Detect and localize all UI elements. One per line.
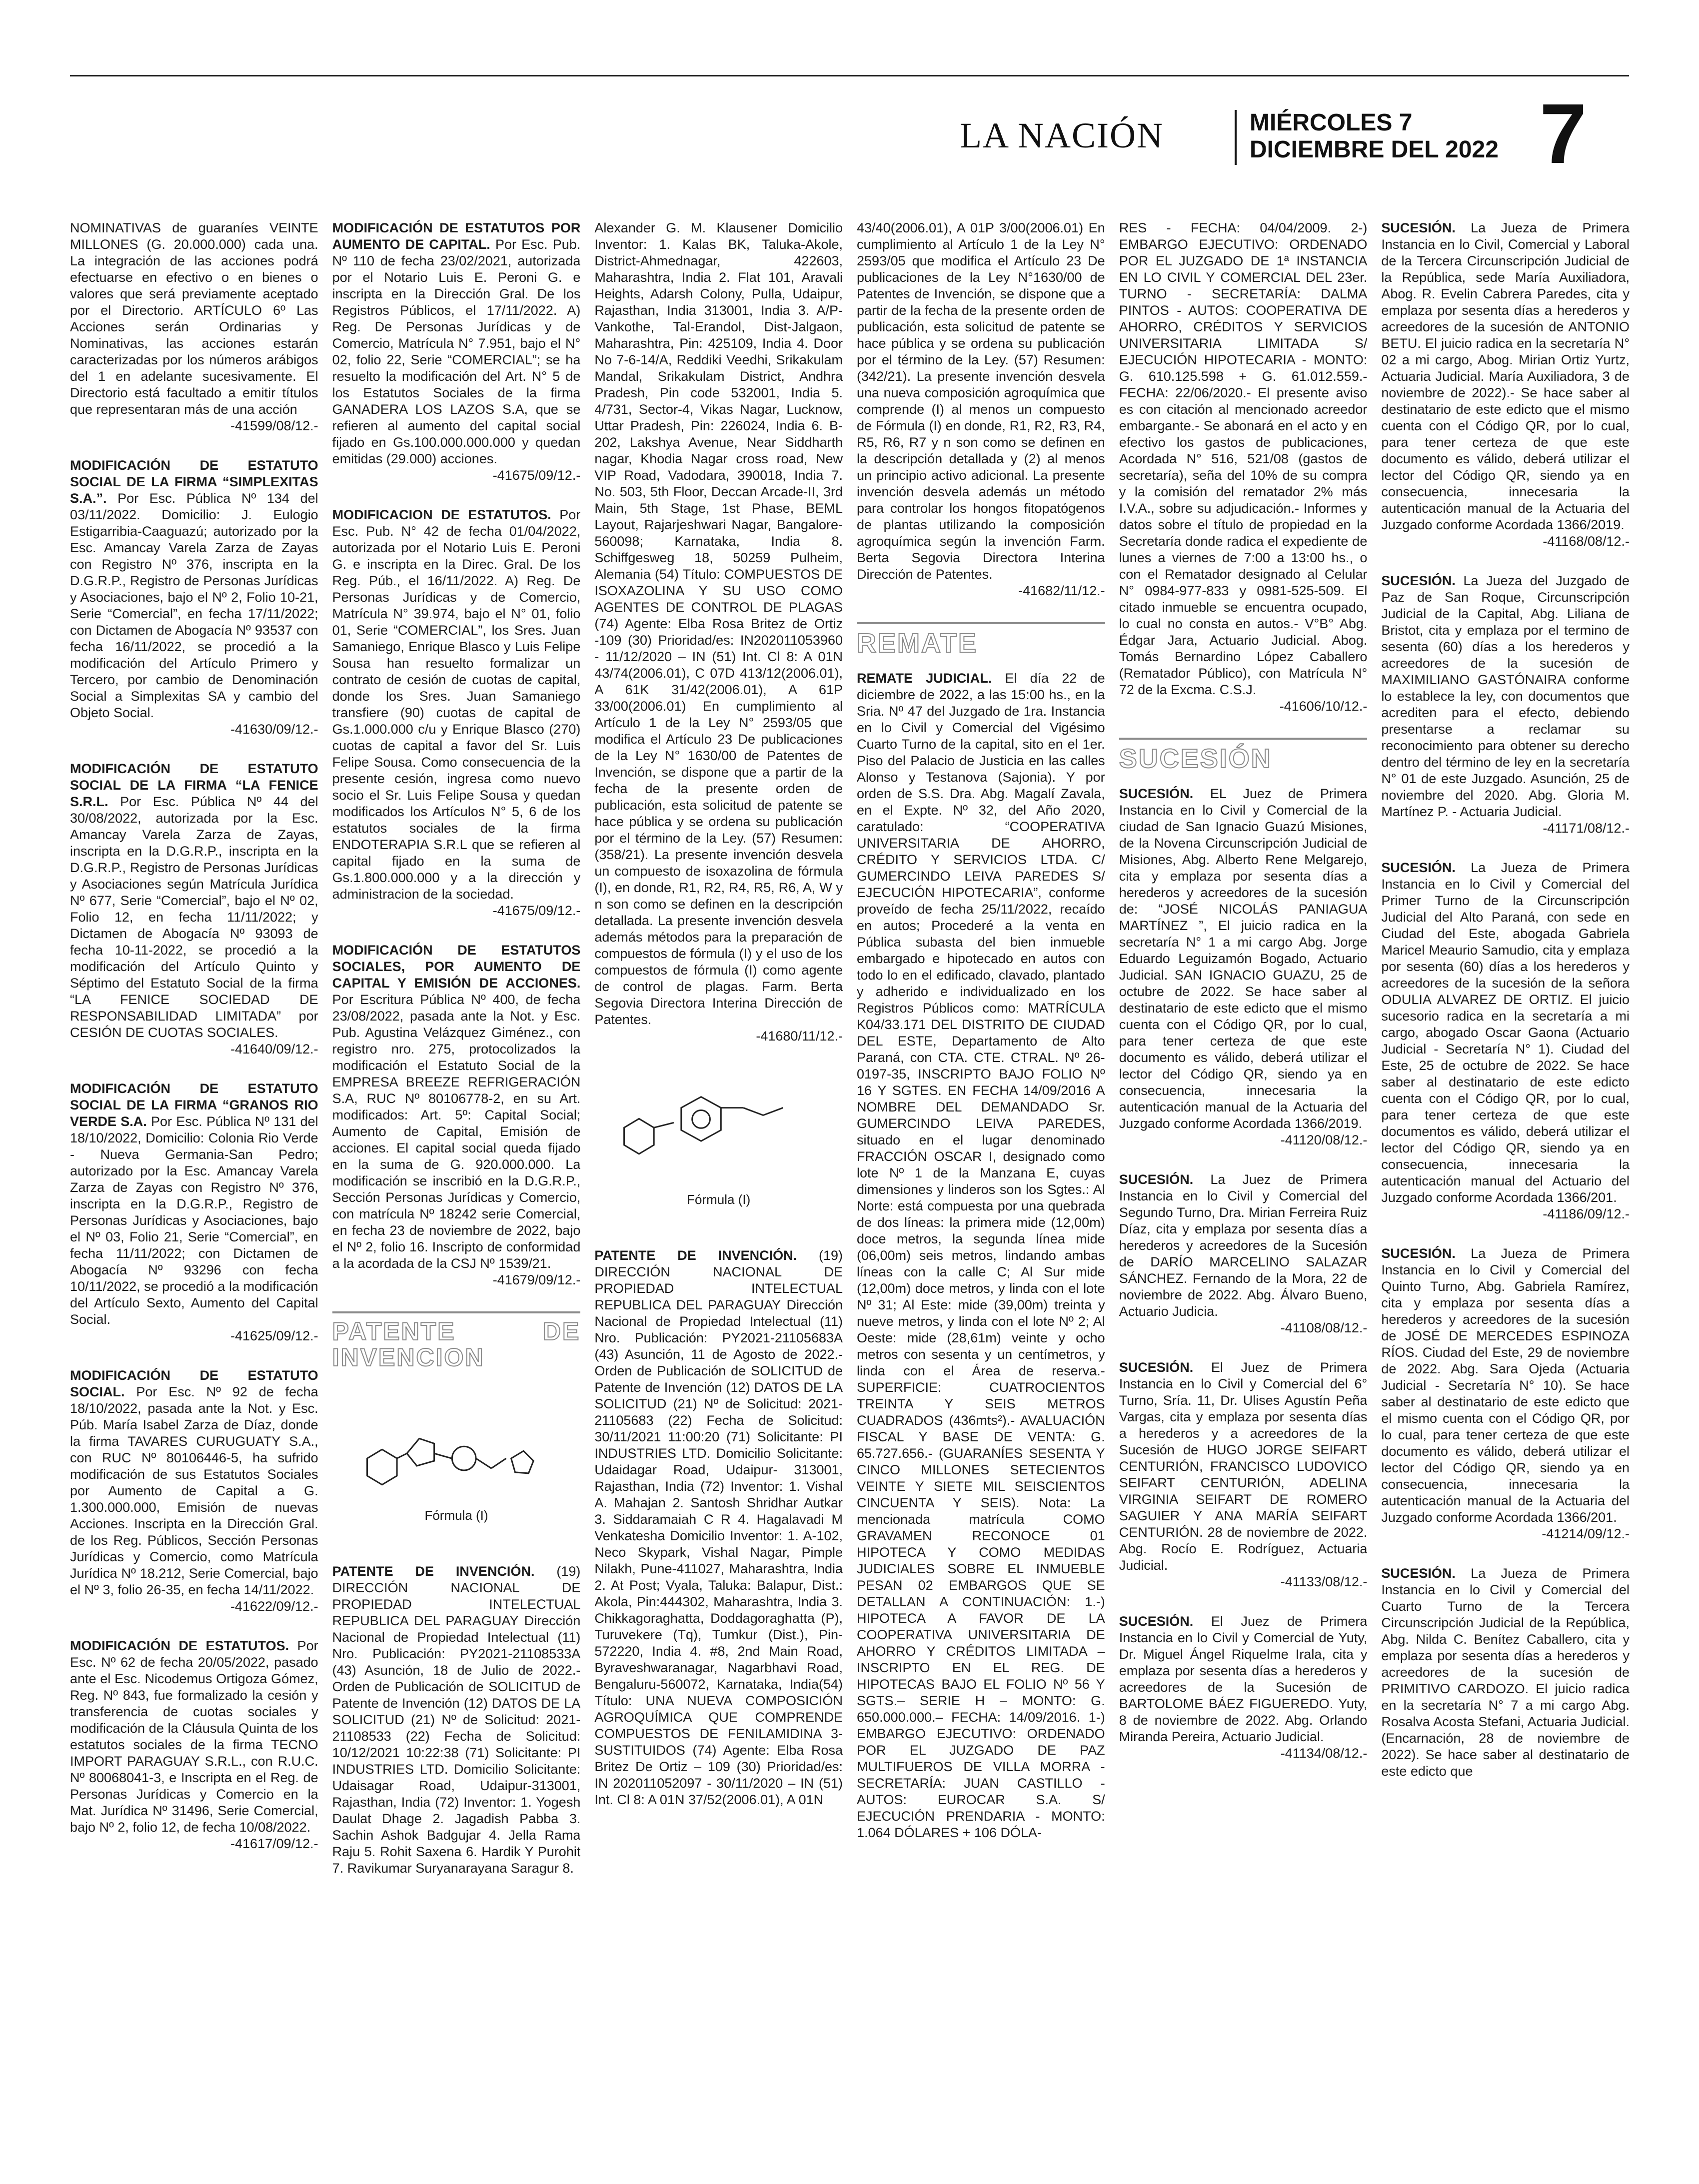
legal-notice (70, 1081, 318, 1344)
notice-body: El día 22 de diciembre de 2022, a las 15:00 hs., en la Sria. Nº 47 del Juzgado de 1ra. Instancia en lo Civil y Comercial del Vigésimo Cuarto Turno de la capital, sito en el 1er. Piso del Palacio de Justicia en las calles Alonso y Testanova (Sajonia). Y por orden de S.S. Dra. Abg. Magalí Zavala, en el Expte. Nº 32, del Año 2020, caratulado: “COOPERATIVA UNIVERSITARIA DE AHORRO, CRÉDITO Y SERVICIOS LTDA. C/ GUMERCINDO LEIVA PAREDES S/ EJECUCIÓN HIPOTECARIA”, conforme proveído de fecha 25/11/2022, recaído en autos; Procederé a la venta en Pública subasta del bien inmueble embargado e hipotecado en autos con todo lo en el edificado, clavado, plantado y adherido e individualizado en los Registros Públicos como: MATRÍCULA K04/33.171 DEL DISTRITO DE CIUDAD DEL ESTE, Departamento de Alto Paraná, con CTA. CTE. CTRAL. Nº 26-0197-35, INSCRIPTO BAJO FOLIO Nº 16 Y SGTES. EN FECHA 14/09/2016 A NOMBRE DEL DEMANDADO Sr. GUMERCINDO LEIVA PAREDES, situado en el lugar denominado FRACCIÓN OSCAR I, designado como lote Nº 1 de la Manzana E, cuyas dimensiones y linderos son los Sgtes.: Al Norte: está compuesta por una quebrada de dos líneas: la primera mide (12,00m) doce metros, la segunda línea mide (06,00m) seis metros, lindando ambas líneas con la calle C; Al Sur mide (12,00m) doce metros, y linda con el lote Nº 31; Al Este: mide (39,00m) treinta y nueve metros, y linda con el lote Nº 2; Al Oeste: mide (28,61m) veinte y ocho metros con sesenta y un centímetros, y linda con el Área de reserva.- SUPERFICIE: CUATROCIENTOS TREINTA Y SEIS METROS CUADRADOS (436mts²).- AVALUACIÓN FISCAL Y BASE DE VENTA: G. 65.727.656.- (GUARANÍES SESENTA Y CINCO MILLONES SETECIENTOS VEINTE Y SIETE MIL SEISCIENTOS CINCUENTA Y SEIS). Nota: La mencionada matrícula COMO GRAVAMEN RECONOCE 01 HIPOTECA Y COMO MEDIDAS JUDICIALES SOBRE EL INMUEBLE PESAN 02 EMBARGOS QUE SE DETALLAN A CONTINUACIÓN: 1.-) HIPOTECA A FAVOR DE LA COOPERATIVA UNIVERSITARIA DE AHORRO Y CRÉDITOS LIMITADA – INSCRIPTO EN EL REG. DE HIPOTECAS BAJO EL FOLIO Nº 56 Y SGTS.– SERIE H – MONTO: G. 650.000.000.– FECHA: 14/09/2016. 1-) EMBARGO EJECUTIVO: ORDENADO POR EL JUZGADO DE PAZ MULTIFUEROS DE VILLA MORRA - SECRETARÍA: JUAN CASTILLO - AUTOS: EUROCAR S.A. S/ EJECUCIÓN PRENDARIA - MONTO: 1.064 DÓLARES + 106 DÓLA- (857, 671, 1105, 1840)
notice-reference: -41679/09/12.- (492, 1272, 581, 1287)
legal-notice (1119, 1359, 1368, 1590)
notice-reference: -41168/08/12.- (1543, 534, 1630, 549)
notice-reference: -41599/08/12.- (230, 418, 318, 433)
notice-reference: -41625/09/12.- (230, 1328, 318, 1343)
legal-notice (1119, 1171, 1368, 1336)
legal-notice (594, 220, 843, 1045)
notice-reference: -41630/09/12.- (230, 722, 318, 737)
notice-reference: -41675/09/12.- (492, 468, 581, 483)
notice-body: La Jueza de Primera Instancia en lo Civil y Comercial del Primer Turno de la Circunscripción Judicial del Alto Paraná, con sede en Ciudad del Este, abogada Gabriela Maricel Meaurio Samudio, cita y emplaza por sesenta (60) días a los herederos y acreedores de la sucesión de la señora ODULIA ALVAREZ DE ORTIZ. El juicio sucesorio radica en la secretaría a mi cargo, abogado Oscar Gaona (Actuario Judicial - Secretaría N° 1). Ciudad del Este, 25 de octubre de 2022. Se hace saber al destinatario de este edicto cuenta con el Código QR, por lo cual, para tener certeza de que este documentos es válido, deberá utilizar el lector del Código QR, siendo ya en consecuencia, innecesaria la autenticación manual del Actuario del Juzgado conforme Acordada 1366/201. (1381, 860, 1630, 1205)
notice-body: (19) DIRECCIÓN NACIONAL DE PROPIEDAD INTELECTUAL REPUBLICA DEL PARAGUAY Dirección Nacional de Propiedad Intelectual (11) Nro. Publicación: PY2021-21105683A (43) Asunción, 11 de Agosto de 2022.- Orden de Publicación de SOLICITUD de Patente de Invención (12) DATOS DE LA SOLICITUD (21) Nº de Solicitud: 2021-21105683 (22) Fecha de Solicitud: 30/11/2021 11:00:20 (71) Solicitante: PI INDUSTRIES LTD. Domicilio Solicitante: Udaidagar Road, Udaipur- 313001, Rajasthan, India (72) Inventor: 1. Vishal A. Mahajan 2. Santosh Shridhar Autkar 3. Siddaramaiah C R 4. Hagalavadi M Venkatesha Domicilio Inventor: 1. A-102, Neco Skypark, Vishal Nagar, Pimple Nilakh, Pune-411027, Maharashtra, India 2. At Post; Vyala, Taluka: Balapur, Dist.: Akola, Pin:444302, Maharashtra, India 3. Chikkagoraghatta, Doddagoraghatta (P), Turuvekere (Tq), Tumkur (Dist.), Pin-572220, India 4. #8, 2nd Main Road, Byraveshwaranagar, Nagarbhavi Road, Bengaluru-560072, Karnataka, India(54) Título: UNA NUEVA COMPOSICIÓN AGROQUÍMICA QUE COMPRENDE COMPUESTOS DE FENILAMIDINA 3-SUSTITUIDOS (74) Agente: Elba Rosa Britez De Ortiz – 109 (30) Prioridad/es: IN 202011052097 - 30/11/2020 – IN (51) Int. Cl 8: A 01N 37/52(2006.01), A 01N (594, 1248, 843, 1807)
page-number: 7 (1540, 86, 1587, 181)
legal-notice (70, 1367, 318, 1615)
notice-title: SUCESIÓN. (1119, 1360, 1194, 1375)
legal-notice (1381, 1245, 1630, 1542)
notice-body: La Jueza de Primera Instancia en lo Civil, Comercial y Laboral de la Tercera Circunscripción Judicial de la República, sede María Auxiliadora, Abog. R. Evelin Cabrera Paredes, cita y emplaza por sesenta días a herederos y acreedores de la sucesión de ANTONIO BETU. El juicio radica en la secretaría N° 02 a mi cargo, Abog. Mirian Ortiz Yurtz, Actuaria Judicial. María Auxiliadora, 3 de noviembre de 2022).- Se hace saber al destinatario de este edicto que el mismo cuenta con el Código QR, por lo cual, para tener certeza de que este documento es válido, deberá utilizar el lector del Código QR, siendo ya en consecuencia, innecesaria la autenticación manual de la Actuaria del Juzgado conforme Acordada 1366/2019. (1381, 220, 1630, 532)
formula-caption: Fórmula (I) (424, 1508, 488, 1523)
notice-title: MODIFICACION DE ESTATUTOS. (332, 507, 551, 522)
notice-reference: -41680/11/12.- (756, 1029, 843, 1044)
notice-title: MODIFICACIÓN DE ESTATUTO SOCIAL. (70, 1368, 318, 1399)
notice-body: Por Esc. Pub. N° 42 de fecha 01/04/2022, autorizada por el Notario Luis E. Peroni G. e inscripta en la Direc. Gral. De los Reg. Púb., el 16/11/2022. A) Reg. De Personas Jurídicas y de Comercio, Matrícula N° 39.974, bajo el N° 01, folio 01, Serie “COMERCIAL”, los Sres. Juan Samaniego, Enrique Blasco y Luis Felipe Sousa han resuelto formalizar un contrato de cesión de cuotas de capital, donde los Sres. Juan Samaniego transfiere (90) cuotas de capital de Gs.1.000.000 c/u y Enrique Blasco (270) cuotas de capital a favor del Sr. Luis Felipe Sousa. Como consecuencia de la presente cesión, ingresa como nuevo socio el Sr. Luis Felipe Sousa y quedan modificados los Artículos N° 5, 6 de los estatutos sociales de la firma ENDOTERAPIA S.R.L que se refieren al capital fijado en la suma de Gs.1.800.000.000 y a la dirección y administracion de la sociedad. (332, 507, 581, 902)
newspaper-name: LA NACIÓN (960, 115, 1164, 155)
legal-notice (332, 942, 581, 1288)
notice-reference: -41134/08/12.- (1280, 1746, 1368, 1761)
notice-title: MODIFICACIÓN DE ESTATUTOS POR AUMENTO DE CAPITAL. (332, 220, 581, 252)
notice-body: EL Juez de Primera Instancia en lo Civil y Comercial de la ciudad de San Ignacio Guazú Misiones, de la Novena Circunscripción Judicial de Misiones, Abg. Alberto Rene Melgarejo, cita y emplaza por sesenta días a herederos y acreedores de la sucesión de: “JOSÉ NICOLÁS PANIAGUA MARTÍNEZ ”, El juicio radica en la secretaría N° 1 a mi cargo Abg. Jorge Eduardo Leguizamón Bogado, Actuario Judicial. SAN IGNACIO GUAZU, 25 de octubre de 2022. Se hace saber al destinatario de este edicto que el mismo cuenta con el Código QR, por lo cual, para tener certeza de que este documento es válido, deberá utilizar el lector del Código QR, siendo ya en consecuencia, innecesaria la autenticación manual de la Actuaria del Juzgado conforme Acordada 1366/2019. (1119, 786, 1368, 1131)
notice-title: SUCESIÓN. (1381, 1246, 1456, 1261)
notice-body: El Juez de Primera Instancia en lo Civil y Comercial de Yuty, Dr. Miguel Ángel Riquelme Irala, cita y emplaza por sesenta días a herederos y acreedores de la Sucesión de BARTOLOME BÁEZ FIGUEREDO. Yuty, 8 de noviembre de 2022. Abg. Orlando Miranda Pereira, Actuario Judicial. (1119, 1614, 1368, 1744)
notice-reference: -41171/08/12.- (1543, 821, 1630, 836)
page-header (70, 86, 1629, 181)
legal-notice (594, 1247, 843, 1808)
notice-title: MODIFICACIÓN DE ESTATUTO SOCIAL DE LA FIRMA “LA FENICE S.R.L. (70, 761, 318, 809)
chemical-formula-diagram (332, 1383, 581, 1548)
notice-reference: -41133/08/12.- (1280, 1574, 1368, 1589)
notice-body: La Jueza del Juzgado de Paz de San Roque, Circunscripción Judicial de la Capital, Abg. Liliana de Bristot, cita y emplaza por el termino de sesenta (60) días a los herederos y acreedores de la sucesión de MAXIMILIANO GASTÓNAIRA conforme lo establece la ley, con documentos que acrediten para el efecto, debiendo presentarse a reclamar su reconocimiento para obtener su derecho dentro del término de ley en la secretaría N° 01 de este Juzgado. Asunción, 25 de noviembre del 2020. Abg. Gloria M. Martínez P. - Actuaria Judicial. (1381, 573, 1630, 819)
legal-notice (70, 457, 318, 738)
notice-body: La Jueza de Primera Instancia en lo Civil y Comercial del Cuarto Turno de la Tercera Circunscripción Judicial de la República, Abg. Nilda C. Benítez Caballero, cita y emplaza por sesenta días a herederos y acreedores de la sucesión de PRIMITIVO CARDOZO. El juicio radica en la secretaría N° 7 a mi cargo Abg. Rosalva Acosta Stefani, Actuaria Judicial. (Encarnación, 28 de noviembre de 2022). Se hace saber al destinatario de este edicto que (1381, 1566, 1630, 1779)
notice-reference: -41108/08/12.- (1280, 1320, 1368, 1335)
notice-body: La Jueza de Primera Instancia en lo Civil y Comercial del Quinto Turno, Abg. Gabriela Ramírez, cita y emplaza por sesenta días a herederos y acreedores de la sucesión de JOSÉ DE MERCEDES ESPINOZA RÍOS. Ciudad del Este, 29 de noviembre de 2022. Abg. Sara Ojeda (Actuaria Judicial - Secretaría N° 10). Se hace saber al destinatario de este edicto que el mismo cuenta con el Código QR, por lo cual, para tener certeza de que este documento es válido, deberá utilizar el lector del Código QR, siendo ya en consecuencia, innecesaria la autenticación manual de la Actuaria del Juzgado conforme Acordada 1366/201. (1381, 1246, 1630, 1525)
notice-body: Por Esc. Nº 92 de fecha 18/10/2022, pasada ante la Not. y Esc. Púb. María Isabel Zarza de Díaz, donde la firma TAVARES CURUGUATY S.A., con RUC Nº 80106446-5, ha sufrido modificación de sus Estatutos Sociales por Aumento de Capital a G. 1.300.000.000, Emisión de nuevas Acciones. Inscripta en la Dirección Gral. de los Reg. Públicos, Sección Personas Jurídicas y Comercio, como Matrícula Jurídica Nº 18.212, Serie Comercial, bajo el Nº 3, folio 26-35, en fecha 14/11/2022. (70, 1384, 318, 1597)
column-3 (594, 220, 843, 2159)
top-rule (70, 75, 1629, 76)
formula-caption: Fórmula (I) (687, 1192, 751, 1207)
legal-notice (857, 220, 1105, 599)
notice-title: MODIFICACIÓN DE ESTATUTO SOCIAL DE LA FIRMA “GRANOS RIO VERDE S.A. (70, 1081, 318, 1129)
date-month-year: DICIEMBRE DEL 2022 (1250, 136, 1499, 163)
column-4 (857, 220, 1105, 2159)
notice-body: 43/40(2006.01), A 01P 3/00(2006.01) En cumplimiento al Artículo 1 de la Ley N° 2593/05 que modifica el Artículo 23 De publicaciones de la Ley N°1630/00 de Patentes de Invención, se dispone que a partir de la fecha de la presente orden de publicación, esta solicitud de patente se hace pública y se ordena su publicación por el término de la Ley. (57) Resumen: (342/21). La presente invención desvela una nueva composición agroquímica que comprende (I) al menos un compuesto de Fórmula (I) en donde, R1, R2, R3, R4, R5, R6, R7 y n son como se definen en la descripción detallada y (2) al menos un principio activo adicional. La presente invención desvela además un método para controlar los hongos fitopatógenos de plantas utilizando la composición agroquímica según la invención Farm. Berta Segovia Directora Interina Dirección de Patentes. (857, 220, 1105, 582)
section-heading: PATENTE DE INVENCION (332, 1311, 581, 1370)
notice-title: SUCESIÓN. (1381, 860, 1456, 875)
notice-reference: -41622/09/12.- (230, 1599, 318, 1614)
legal-notice (1381, 860, 1630, 1222)
notice-title: SUCESIÓN. (1381, 1566, 1456, 1581)
legal-notice (1119, 786, 1368, 1148)
section-heading: REMATE (857, 622, 1105, 657)
legal-notice (332, 1563, 581, 1877)
notice-body: (19) DIRECCIÓN NACIONAL DE PROPIEDAD INTELECTUAL REPUBLICA DEL PARAGUAY Dirección Nacional de Propiedad Intelectual (11) Nro. Publicación: PY2021-21108533A (43) Asunción, 18 de Julio de 2022.- Orden de Publicación de SOLICITUD de Patente de Invención (12) DATOS DE LA SOLICITUD (21) Nº de Solicitud: 2021-21108533 (22) Fecha de Solicitud: 10/12/2021 10:22:38 (71) Solicitante: PI INDUSTRIES LTD. Domicilio Solicitante: Udaisagar Road, Udaipur-313001, Rajasthan, India (72) Inventor: 1. Yogesh Daulat Dhage 2. Jagadish Pabba 3. Sachin Ashok Badgujar 4. Jella Rama Raju 5. Rohit Saxena 6. Hardik Y Purohit 7. Ravikumar Suryanarayana Saragur 8. (332, 1564, 581, 1876)
chemical-formula-diagram (594, 1068, 843, 1232)
notice-body: Por Esc. Pública Nº 44 del 30/08/2022, autorizada por la Esc. Amancay Varela Zarza de Zayas, inscripta en la D.G.R.P., inscripta en la D.G.R.P., Registro de Personas Jurídicas y Asociaciones según Matrícula Jurídica Nº 677, Serie “Comercial”, bajo el Nº 02, Folio 12, en fecha 11/11/2022; y Dictamen de Abogacía Nº 93093 de fecha 10-11-2022, se procedió a la modificación del Artículo Quinto y Séptimo del Estatuto Social de la firma “LA FENICE SOCIEDAD DE RESPONSABILIDAD LIMITADA” por CESIÓN DE CUOTAS SOCIALES. (70, 794, 318, 1040)
column-2 (332, 220, 581, 2159)
legal-notice (1119, 1613, 1368, 1762)
notice-title: SUCESIÓN. (1381, 220, 1456, 235)
notice-title: SUCESIÓN. (1381, 573, 1456, 588)
notice-title: MODIFICACIÓN DE ESTATUTO SOCIAL DE LA FIRMA “SIMPLEXITAS S.A.”. (70, 458, 318, 506)
legal-notice (857, 670, 1105, 1841)
legal-notice (70, 761, 318, 1058)
notice-title: PATENTE DE INVENCIÓN. (594, 1248, 797, 1263)
notice-reference: -41675/09/12.- (492, 903, 581, 918)
notice-title: SUCESIÓN. (1119, 1614, 1194, 1629)
notice-reference: -41640/09/12.- (230, 1042, 318, 1057)
column-5 (1119, 220, 1368, 2159)
notice-body: Por Esc. Pub. Nº 110 de fecha 23/02/2021, autorizada por el Notario Luis E. Peroni G. e inscripta en la Dirección Gral. De los Registros Públicos, el 17/11/2022. A) Reg. De Personas Jurídicas y de Comercio, Matrícula N° 7.951, bajo el N° 02, folio 22, Serie “COMERCIAL”; se ha resuelto la modificación del Art. N° 5 de los Estatutos Sociales de la firma GANADERA LOS LAZOS S.A, que se refieren al aumento del capital social fijado en Gs.100.000.000.000 y quedan emitidas (29.000) acciones. (332, 237, 581, 466)
notice-title: PATENTE DE INVENCIÓN. (332, 1564, 535, 1579)
notice-body: NOMINATIVAS de guaraníes VEINTE MILLONES (G. 20.000.000) cada una. La integración de las acciones podrá efectuarse en efectivo o en bienes o valores que será previamente aceptado por el Directorio. ARTÍCULO 6º Las Acciones serán Ordinarias y Nominativas, las acciones estarán caracterizadas por los números arábigos del 1 en adelante sucesivamente. El Directorio está facultado a emitir títulos que representaran más de una acción (70, 220, 318, 417)
notice-reference: -41186/09/12.- (1543, 1206, 1630, 1221)
section-heading: SUCESIÓN (1119, 738, 1368, 773)
notice-body: Por Esc. Pública Nº 131 del 18/10/2022, Domicilio: Colonia Rio Verde - Nueva Germania-San Pedro; autorizado por la Esc. Amancay Varela Zarza de Zayas con Registro Nº 376, inscripta en la D.G.R.P., Registro de Personas Jurídicas y Asociaciones, bajo el Nº 03, Folio 21, Serie “Comercial”, en fecha 11/11/2022; con Dictamen de Abogacía Nº 93296 con fecha 10/11/2022, se procedió a la modificación del Artículo Sexto, Aumento del Capital Social. (70, 1114, 318, 1327)
notice-title: SUCESIÓN. (1119, 786, 1194, 801)
legal-notice (1381, 220, 1630, 550)
column-6 (1381, 220, 1630, 2159)
notice-body: Por Escritura Pública Nº 400, de fecha 23/08/2022, pasada ante la Not. y Esc. Pub. Agustina Velázquez Giménez., con registro nro. 275, protocolizados la modificación el Estatuto Social de la EMPRESA BREEZE REFRIGERACIÓN S.A, RUC Nº 80106778-2, en su Art. modificados: Art. 5º: Capital Social; Aumento de Capital, Emisión de acciones. El capital social queda fijado en la suma de G. 920.000.000. La modificación se inscribió en la D.G.R.P., Sección Personas Jurídicas y Comercio, con matrícula Nº 18242 serie Comercial, en fecha 23 de noviembre de 2022, bajo el Nº 2, folio 16. Inscripto de conformidad a la acordada de la CSJ Nº 1539/21. (332, 992, 581, 1271)
notice-body: La Juez de Primera Instancia en lo Civil y Comercial del Segundo Turno, Dra. Mirian Ferreira Ruiz Díaz, cita y emplaza por sesenta días a herederos y acreedores de la Sucesión de DARÍO MARCELINO SALAZAR SÁNCHEZ. Fernando de la Mora, 22 de noviembre de 2022. Abg. Álvaro Bueno, Actuario Judicia. (1119, 1172, 1368, 1319)
notice-reference: -41214/09/12.- (1542, 1526, 1630, 1541)
legal-notice (1381, 1565, 1630, 1780)
legal-notice (1381, 573, 1630, 837)
header-separator (1235, 110, 1237, 165)
notice-title: MODIFICACIÓN DE ESTATUTOS SOCIALES, POR AUMENTO DE CAPITAL Y EMISIÓN DE ACCIONES. (332, 943, 581, 991)
legal-notice (70, 1638, 318, 1852)
notice-reference: -41617/09/12.- (230, 1836, 318, 1851)
notice-body: Alexander G. M. Klausener Domicilio Inventor: 1. Kalas BK, Taluka-Akole, District-Ahmednagar, 422603, Maharashtra, India 2. Flat 101, Aravali Heights, Adarsh Colony, Pulla, Udaipur, Rajasthan, India 313001, India 3. A/P-Vankothe, Tal-Erandol, Dist-Jalgaon, Maharashtra, Pin: 425109, India 4. Door No 7-6-14/A, Reddiki Veedhi, Srikakulam Mandal, Srikakulam District, Andhra Pradesh, Pin code 532001, India 5. 4/731, Sector-4, Vikas Nagar, Lucknow, Uttar Pradesh, Pin: 226024, India 6. B-202, Lakshya Avenue, Near Siddharth nagar, Khodia Nagar cross road, New VIP Road, Vadodara, 390018, India 7. No. 503, 5th Floor, Deccan Arcade-II, 3rd Main, 5th Stage, 1st Phase, BEML Layout, Rajarjeshwari Nagar, Bangalore-560098; Karnataka, India 8. Schiffgesweg 18, 50259 Pulheim, Alemania (54) Título: COMPUESTOS DE ISOXAZOLINA Y SU USO COMO AGENTES DE CONTROL DE PLAGAS (74) Agente: Elba Rosa Britez de Ortiz -109 (30) Prioridad/es: IN202011053960 - 11/12/2020 – IN (51) Int. Cl 8: A 01N 43/74(2006.01), C 07D 413/12(2006.01), A 61K 31/42(2006.01), A 61P 33/00(2006.01) En cumplimiento al Artículo 1 de la Ley N° 2593/05 que modifica el Artículo 23 De publicaciones de la Ley N° 1630/00 de Patentes de Invención, se dispone que a partir de la fecha de la presente orden de publicación, esta solicitud de patente se hace pública y se ordena su publicación por el término de la Ley. (57) Resumen: (358/21). La presente invención desvela un compuesto de isoxazolina de fórmula (I), en donde, R1, R2, R4, R5, R6, A, W y n son como se definen en la descripción detallada. La presente invención desvela además métodos para la preparación de compuestos de fórmula (I) y el uso de los compuestos de fórmula (I) como agente de control de plagas. Farm. Berta Segovia Directora Interina Dirección de Patentes. (594, 220, 843, 1027)
date-weekday: MIÉRCOLES 7 (1250, 109, 1413, 136)
legal-notice (332, 507, 581, 919)
notice-body: Por Esc. Nº 62 de fecha 20/05/2022, pasado ante el Esc. Nicodemus Ortigoza Gómez, Reg. Nº 843, fue formalizado la cesión y transferencia de cuotas sociales y modificación de la Cláusula Quinta de los estatutos sociales de la firma TECNO IMPORT PARAGUAY S.R.L., con R.U.C. Nº 80068041-3, e Inscripta en el Reg. de Personas Jurídicas y Comercio en la Mat. Jurídica Nº 31496, Serie Comercial, bajo Nº 2, folio 12, de fecha 10/08/2022. (70, 1638, 318, 1835)
classifieds-columns (70, 220, 1630, 2159)
notice-title: REMATE JUDICIAL. (857, 671, 992, 686)
legal-notice (1119, 220, 1368, 715)
legal-notice (70, 220, 318, 434)
notice-title: MODIFICACIÓN DE ESTATUTOS. (70, 1638, 289, 1653)
notice-reference: -41120/08/12.- (1280, 1132, 1368, 1147)
notice-body: Por Esc. Pública Nº 134 del 03/11/2022. Domicilio: J. Eulogio Estigarribia-Caaguazú; autorizado por la Esc. Amancay Varela Zarza de Zayas con Registro Nº 376, inscripta en la D.G.R.P., Registro de Personas Jurídicas y Asociaciones, bajo el Nº 2, Folio 10-21, Serie “Comercial”, en fecha 17/11/2022; con Dictamen de Abogacía Nº 93537 con fecha 16/11/2022, se procedió a la modificación del Artículo Primero y Tercero, por cambio de Denominación Social a Simplexitas SA y cambio del Objeto Social. (70, 491, 318, 720)
legal-notice (332, 220, 581, 484)
notice-body: El Juez de Primera Instancia en lo Civil y Comercial del 6° Turno, Sría. 11, Dr. Ulises Agustín Peña Vargas, cita y emplaza por sesenta días a herederos y a acreedores de la Sucesión de HUGO JORGE SEIFART CENTURIÓN, FRANCISCO LUDOVICO SEIFART CENTURIÓN, ADELINA VIRGINIA SEIFART DE ROMERO SAGUIER Y ANA MARÍA SEIFART CENTURIÓN. 28 de noviembre de 2022. Abg. Rocío E. Rodríguez, Actuaria Judicial. (1119, 1360, 1368, 1573)
notice-title: SUCESIÓN. (1119, 1172, 1194, 1187)
column-1 (70, 220, 318, 2159)
notice-reference: -41682/11/12.- (1018, 583, 1105, 598)
notice-reference: -41606/10/12.- (1279, 699, 1368, 714)
notice-body: RES - FECHA: 04/04/2009. 2-) EMBARGO EJECUTIVO: ORDENADO POR EL JUZGADO DE 1ª INSTANCIA EN LO CIVIL Y COMERCIAL DEL 23er. TURNO - SECRETARÍA: DALMA PINTOS - AUTOS: COOPERATIVA DE AHORRO, CRÉDITOS Y SERVICIOS UNIVERSITARIA LIMITADA S/ EJECUCIÓN HIPOTECARIA - MONTO: G. 610.125.598 + G. 61.012.559.- FECHA: 22/06/2020.- El presente aviso es con citación al mencionado acreedor embargante.- Se abonará en el acto y en efectivo los gastos de publicaciones, Acordada N° 516, 521/08 (gastos de secretaría), seña del 10% de su compra y la comisión del rematador 2% más I.V.A., sobre su adjudicación.- Informes y datos sobre el título de propiedad en la Secretaría donde radica el expediente de lunes a viernes de 7:00 a 13:00 hs., o con el Rematador designado al Celular N° 0984-977-833 y 0981-525-509. El citado inmueble se encuentra ocupado, lo cual no consta en autos.- V°B° Abg. Édgar Jara, Actuario Judicial. Abog. Tomás Bernardino López Caballero (Rematador Público), con Matrícula N° 72 de la Excma. C.S.J. (1119, 220, 1368, 697)
